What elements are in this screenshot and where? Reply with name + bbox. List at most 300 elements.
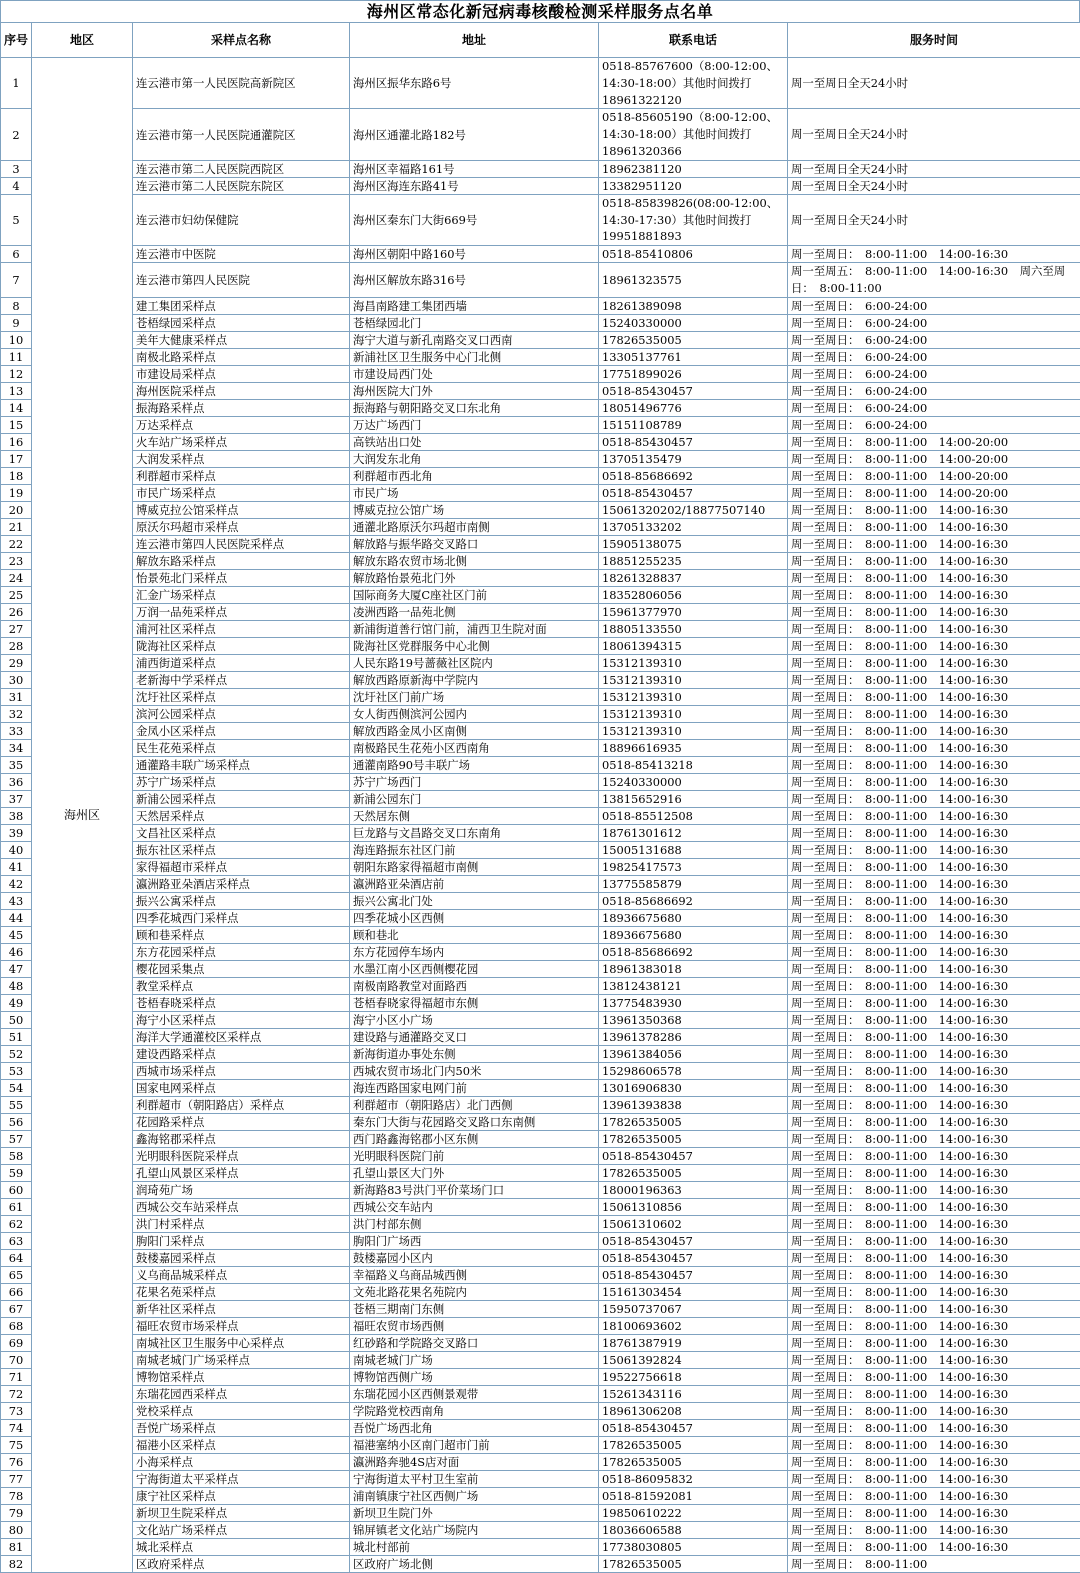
site-phone: 15161303454 (599, 1283, 788, 1300)
row-seq: 49 (1, 994, 32, 1011)
header-phone: 联系电话 (599, 23, 788, 58)
table-row (1, 1215, 1080, 1232)
service-hours: 周一至周日： 8:00-11:00 14:00-16:30 (788, 790, 1080, 807)
site-phone: 13705133202 (599, 518, 788, 535)
table-row (1, 518, 1080, 535)
table-row (1, 1300, 1080, 1317)
row-seq: 37 (1, 790, 32, 807)
service-hours: 周一至周日： 8:00-11:00 14:00-16:30 (788, 1249, 1080, 1266)
service-hours: 周一至周日： 8:00-11:00 14:00-16:30 (788, 1368, 1080, 1385)
site-name: 国家电网采样点 (133, 1079, 350, 1096)
site-address: 巨龙路与文昌路交叉口东南角 (350, 824, 599, 841)
row-seq: 76 (1, 1453, 32, 1470)
site-name: 万达采样点 (133, 416, 350, 433)
row-seq: 44 (1, 909, 32, 926)
service-hours: 周一至周日： 8:00-11:00 14:00-20:00 (788, 484, 1080, 501)
site-address: 光明眼科医院门前 (350, 1147, 599, 1164)
site-name: 滨河公园采样点 (133, 705, 350, 722)
service-hours: 周一至周日： 8:00-11:00 14:00-16:30 (788, 1317, 1080, 1334)
site-phone: 0518-85430457 (599, 1266, 788, 1283)
site-address: 海州区朝阳中路160号 (350, 246, 599, 263)
site-address: 苍梧绿园北门 (350, 314, 599, 331)
row-seq: 35 (1, 756, 32, 773)
table-row (1, 909, 1080, 926)
service-hours: 周一至周日： 8:00-11:00 14:00-16:30 (788, 552, 1080, 569)
site-phone: 18352806056 (599, 586, 788, 603)
table-row (1, 569, 1080, 586)
site-phone: 15061392824 (599, 1351, 788, 1368)
table-row (1, 58, 1080, 109)
row-seq: 5 (1, 194, 32, 245)
site-name: 苏宁广场采样点 (133, 773, 350, 790)
site-phone: 19850610222 (599, 1504, 788, 1521)
site-name: 福旺农贸市场采样点 (133, 1317, 350, 1334)
header-hours: 服务时间 (788, 23, 1080, 58)
row-seq: 9 (1, 314, 32, 331)
site-phone: 0518-85686692 (599, 892, 788, 909)
row-seq: 69 (1, 1334, 32, 1351)
site-name: 连云港市第二人民医院西院区 (133, 160, 350, 177)
table-row (1, 1164, 1080, 1181)
service-hours: 周一至周日： 8:00-11:00 14:00-16:30 (788, 858, 1080, 875)
site-name: 康宁社区采样点 (133, 1487, 350, 1504)
site-name: 连云港市中医院 (133, 246, 350, 263)
row-seq: 77 (1, 1470, 32, 1487)
table-row (1, 773, 1080, 790)
header-region: 地区 (32, 23, 133, 58)
table-row (1, 1113, 1080, 1130)
table-row (1, 858, 1080, 875)
table-row (1, 671, 1080, 688)
site-phone: 0518-81592081 (599, 1487, 788, 1504)
site-name: 连云港市第一人民医院通灌院区 (133, 109, 350, 160)
site-phone: 18896616935 (599, 739, 788, 756)
site-address: 南极路民生花苑小区西南角 (350, 739, 599, 756)
row-seq: 60 (1, 1181, 32, 1198)
service-hours: 周一至周五： 8:00-11:00 14:00-16:30 周六至周日： 8:00-11:00 (788, 263, 1080, 298)
table-row (1, 1062, 1080, 1079)
sampling-sites-table (0, 22, 1080, 1573)
site-phone: 13961384056 (599, 1045, 788, 1062)
service-hours: 周一至周日： 8:00-11:00 14:00-16:30 (788, 1538, 1080, 1555)
service-hours: 周一至周日： 6:00-24:00 (788, 297, 1080, 314)
row-seq: 48 (1, 977, 32, 994)
site-address: 西门路鑫海铭郡小区东侧 (350, 1130, 599, 1147)
site-phone: 13305137761 (599, 348, 788, 365)
header-name: 采样点名称 (133, 23, 350, 58)
service-hours: 周一至周日： 8:00-11:00 14:00-16:30 (788, 705, 1080, 722)
row-seq: 67 (1, 1300, 32, 1317)
site-address: 解放西路原新海中学院内 (350, 671, 599, 688)
table-row (1, 1504, 1080, 1521)
site-name: 利群超市（朝阳路店）采样点 (133, 1096, 350, 1113)
site-phone: 18261328837 (599, 569, 788, 586)
site-address: 凌洲西路一品苑北侧 (350, 603, 599, 620)
site-name: 苍梧绿园采样点 (133, 314, 350, 331)
site-address: 海州区通灌北路182号 (350, 109, 599, 160)
table-row (1, 1453, 1080, 1470)
service-hours: 周一至周日： 8:00-11:00 14:00-16:30 (788, 1028, 1080, 1045)
table-row (1, 943, 1080, 960)
row-seq: 33 (1, 722, 32, 739)
row-seq: 10 (1, 331, 32, 348)
site-address: 朐阳门广场西 (350, 1232, 599, 1249)
site-phone: 18805133550 (599, 620, 788, 637)
site-phone: 13382951120 (599, 177, 788, 194)
row-seq: 25 (1, 586, 32, 603)
site-address: 南极南路教堂对面路西 (350, 977, 599, 994)
table-row (1, 637, 1080, 654)
service-hours: 周一至周日： 8:00-11:00 14:00-16:30 (788, 739, 1080, 756)
site-name: 沈圩社区采样点 (133, 688, 350, 705)
site-name: 市建设局采样点 (133, 365, 350, 382)
site-name: 鑫海铭郡采样点 (133, 1130, 350, 1147)
site-phone: 17738030805 (599, 1538, 788, 1555)
site-name: 西城公交车站采样点 (133, 1198, 350, 1215)
row-seq: 24 (1, 569, 32, 586)
site-address: 四季花城小区西侧 (350, 909, 599, 926)
site-address: 西城农贸市场北门内50米 (350, 1062, 599, 1079)
service-hours: 周一至周日： 8:00-11:00 14:00-16:30 (788, 1079, 1080, 1096)
site-address: 海州区海连东路41号 (350, 177, 599, 194)
row-seq: 28 (1, 637, 32, 654)
service-hours: 周一至周日全天24小时 (788, 194, 1080, 245)
service-hours: 周一至周日： 8:00-11:00 14:00-16:30 (788, 1385, 1080, 1402)
site-phone: 0518-85767600（8:00-12:00、14:30-18:00）其他时间拨打18961322120 (599, 58, 788, 109)
service-hours: 周一至周日： 8:00-11:00 14:00-16:30 (788, 892, 1080, 909)
site-name: 城北采样点 (133, 1538, 350, 1555)
table-row (1, 926, 1080, 943)
row-seq: 53 (1, 1062, 32, 1079)
table-row (1, 194, 1080, 245)
table-row (1, 1317, 1080, 1334)
site-address: 新海街道办事处东侧 (350, 1045, 599, 1062)
table-row (1, 756, 1080, 773)
site-phone: 18761301612 (599, 824, 788, 841)
service-hours: 周一至周日： 8:00-11:00 14:00-16:30 (788, 1045, 1080, 1062)
site-phone: 13815652916 (599, 790, 788, 807)
row-seq: 32 (1, 705, 32, 722)
site-name: 美年大健康采样点 (133, 331, 350, 348)
site-phone: 15061310602 (599, 1215, 788, 1232)
table-row (1, 1266, 1080, 1283)
site-address: 海宁大道与新孔南路交叉口西南 (350, 331, 599, 348)
service-hours: 周一至周日： 8:00-11:00 14:00-16:30 (788, 518, 1080, 535)
table-row (1, 1368, 1080, 1385)
service-hours: 周一至周日： 6:00-24:00 (788, 348, 1080, 365)
site-address: 西城公交车站内 (350, 1198, 599, 1215)
site-address: 万达广场西门 (350, 416, 599, 433)
site-phone: 18000196363 (599, 1181, 788, 1198)
site-name: 博物馆采样点 (133, 1368, 350, 1385)
table-row (1, 348, 1080, 365)
row-seq: 20 (1, 501, 32, 518)
site-name: 东瑞花园西采样点 (133, 1385, 350, 1402)
table-row (1, 246, 1080, 263)
site-name: 民生花苑采样点 (133, 739, 350, 756)
service-hours: 周一至周日： 8:00-11:00 14:00-16:30 (788, 671, 1080, 688)
service-hours: 周一至周日： 8:00-11:00 14:00-16:30 (788, 977, 1080, 994)
row-seq: 16 (1, 433, 32, 450)
site-address: 文苑北路花果名苑院内 (350, 1283, 599, 1300)
row-seq: 1 (1, 58, 32, 109)
service-hours: 周一至周日： 8:00-11:00 14:00-16:30 (788, 1011, 1080, 1028)
service-hours: 周一至周日： 8:00-11:00 14:00-16:30 (788, 620, 1080, 637)
site-address: 解放东路农贸市场北侧 (350, 552, 599, 569)
table-row (1, 433, 1080, 450)
site-phone: 19522756618 (599, 1368, 788, 1385)
row-seq: 42 (1, 875, 32, 892)
site-address: 利群超市（朝阳路店）北门西侧 (350, 1096, 599, 1113)
service-hours: 周一至周日： 8:00-11:00 14:00-16:30 (788, 1215, 1080, 1232)
table-row (1, 977, 1080, 994)
service-hours: 周一至周日： 8:00-11:00 14:00-16:30 (788, 1096, 1080, 1113)
site-name: 海宁小区采样点 (133, 1011, 350, 1028)
service-hours: 周一至周日： 6:00-24:00 (788, 365, 1080, 382)
row-seq: 45 (1, 926, 32, 943)
site-address: 秦东门大街与花园路交叉路口东南侧 (350, 1113, 599, 1130)
site-address: 新浦公园东门 (350, 790, 599, 807)
site-name: 振海路采样点 (133, 399, 350, 416)
site-address: 海州区秦东门大街669号 (350, 194, 599, 245)
site-phone: 13016906830 (599, 1079, 788, 1096)
site-name: 新华社区采样点 (133, 1300, 350, 1317)
site-phone: 18051496776 (599, 399, 788, 416)
row-seq: 73 (1, 1402, 32, 1419)
table-row (1, 467, 1080, 484)
site-phone: 0518-85413218 (599, 756, 788, 773)
site-name: 博威克拉公馆采样点 (133, 501, 350, 518)
site-phone: 18961323575 (599, 263, 788, 298)
site-phone: 13775483930 (599, 994, 788, 1011)
row-seq: 78 (1, 1487, 32, 1504)
site-address: 锦屏镇老文化站广场院内 (350, 1521, 599, 1538)
site-address: 海连西路国家电网门前 (350, 1079, 599, 1096)
site-name: 东方花园采样点 (133, 943, 350, 960)
site-phone: 15061320202/18877507140 (599, 501, 788, 518)
row-seq: 80 (1, 1521, 32, 1538)
site-name: 瀛洲路亚朵酒店采样点 (133, 875, 350, 892)
row-seq: 70 (1, 1351, 32, 1368)
row-seq: 75 (1, 1436, 32, 1453)
site-name: 新浦公园采样点 (133, 790, 350, 807)
site-phone: 18100693602 (599, 1317, 788, 1334)
site-address: 通灌南路90号丰联广场 (350, 756, 599, 773)
site-address: 南城老城门广场 (350, 1351, 599, 1368)
site-name: 文昌社区采样点 (133, 824, 350, 841)
service-hours: 周一至周日： 8:00-11:00 14:00-16:30 (788, 1300, 1080, 1317)
site-name: 浦西街道采样点 (133, 654, 350, 671)
table-row (1, 1470, 1080, 1487)
service-hours: 周一至周日： 8:00-11:00 14:00-20:00 (788, 433, 1080, 450)
table-row (1, 1538, 1080, 1555)
row-seq: 27 (1, 620, 32, 637)
service-hours: 周一至周日： 8:00-11:00 14:00-16:30 (788, 756, 1080, 773)
table-row (1, 603, 1080, 620)
table-row (1, 1232, 1080, 1249)
service-hours: 周一至周日全天24小时 (788, 160, 1080, 177)
service-hours: 周一至周日全天24小时 (788, 58, 1080, 109)
table-row (1, 807, 1080, 824)
site-address: 福旺农贸市场西侧 (350, 1317, 599, 1334)
row-seq: 66 (1, 1283, 32, 1300)
site-name: 天然居采样点 (133, 807, 350, 824)
table-row (1, 1147, 1080, 1164)
site-phone: 15312139310 (599, 654, 788, 671)
site-name: 文化站广场采样点 (133, 1521, 350, 1538)
service-hours: 周一至周日： 8:00-11:00 14:00-16:30 (788, 1198, 1080, 1215)
row-seq: 43 (1, 892, 32, 909)
site-address: 学院路党校西南角 (350, 1402, 599, 1419)
service-hours: 周一至周日： 8:00-11:00 14:00-16:30 (788, 603, 1080, 620)
site-name: 陇海社区采样点 (133, 637, 350, 654)
site-phone: 15151108789 (599, 416, 788, 433)
site-address: 城北村部前 (350, 1538, 599, 1555)
service-hours: 周一至周日： 8:00-11:00 14:00-16:30 (788, 1402, 1080, 1419)
site-address: 沈圩社区门前广场 (350, 688, 599, 705)
row-seq: 26 (1, 603, 32, 620)
service-hours: 周一至周日： 8:00-11:00 14:00-16:30 (788, 654, 1080, 671)
service-hours: 周一至周日： 8:00-11:00 14:00-16:30 (788, 1147, 1080, 1164)
row-seq: 8 (1, 297, 32, 314)
region-cell: 海州区 (32, 58, 133, 1573)
row-seq: 17 (1, 450, 32, 467)
site-address: 洪门村部东侧 (350, 1215, 599, 1232)
table-row (1, 705, 1080, 722)
table-row (1, 177, 1080, 194)
site-name: 利群超市采样点 (133, 467, 350, 484)
service-hours: 周一至周日： 8:00-11:00 14:00-16:30 (788, 1521, 1080, 1538)
site-phone: 17751899026 (599, 365, 788, 382)
site-name: 连云港市第一人民医院高新院区 (133, 58, 350, 109)
site-phone: 0518-85430457 (599, 382, 788, 399)
site-address: 瀛洲路奔驰4S店对面 (350, 1453, 599, 1470)
site-address: 苏宁广场西门 (350, 773, 599, 790)
site-address: 市民广场 (350, 484, 599, 501)
table-row (1, 875, 1080, 892)
service-hours: 周一至周日： 8:00-11:00 14:00-16:30 (788, 535, 1080, 552)
site-phone: 15961377970 (599, 603, 788, 620)
site-phone: 17826535005 (599, 1164, 788, 1181)
row-seq: 36 (1, 773, 32, 790)
row-seq: 71 (1, 1368, 32, 1385)
site-phone: 0518-85410806 (599, 246, 788, 263)
site-address: 东方花园停车场内 (350, 943, 599, 960)
site-phone: 17826535005 (599, 1555, 788, 1572)
row-seq: 15 (1, 416, 32, 433)
site-phone: 18261389098 (599, 297, 788, 314)
site-phone: 0518-85430457 (599, 1249, 788, 1266)
site-phone: 17826535005 (599, 1130, 788, 1147)
row-seq: 30 (1, 671, 32, 688)
row-seq: 54 (1, 1079, 32, 1096)
service-hours: 周一至周日： 8:00-11:00 (788, 1555, 1080, 1572)
row-seq: 21 (1, 518, 32, 535)
site-phone: 15240330000 (599, 773, 788, 790)
site-address: 市建设局西门处 (350, 365, 599, 382)
site-name: 海洋大学通灌校区采样点 (133, 1028, 350, 1045)
site-name: 苍梧春晓采样点 (133, 994, 350, 1011)
site-address: 海州医院大门外 (350, 382, 599, 399)
table-row (1, 1011, 1080, 1028)
service-hours: 周一至周日： 8:00-11:00 14:00-16:30 (788, 1453, 1080, 1470)
site-name: 西城市场采样点 (133, 1062, 350, 1079)
row-seq: 72 (1, 1385, 32, 1402)
table-row (1, 1487, 1080, 1504)
site-name: 新坝卫生院采样点 (133, 1504, 350, 1521)
service-hours: 周一至周日： 6:00-24:00 (788, 314, 1080, 331)
site-phone: 15905138075 (599, 535, 788, 552)
site-name: 连云港市妇幼保健院 (133, 194, 350, 245)
service-hours: 周一至周日： 8:00-11:00 14:00-16:30 (788, 960, 1080, 977)
row-seq: 11 (1, 348, 32, 365)
table-row (1, 1334, 1080, 1351)
service-hours: 周一至周日： 8:00-11:00 14:00-16:30 (788, 1470, 1080, 1487)
service-hours: 周一至周日： 6:00-24:00 (788, 399, 1080, 416)
table-row (1, 484, 1080, 501)
site-address: 红砂路和学院路交叉路口 (350, 1334, 599, 1351)
site-name: 樱花园采集点 (133, 960, 350, 977)
site-address: 博物馆西侧广场 (350, 1368, 599, 1385)
table-row (1, 688, 1080, 705)
site-address: 区政府广场北侧 (350, 1555, 599, 1572)
row-seq: 56 (1, 1113, 32, 1130)
table-row (1, 1198, 1080, 1215)
site-phone: 15240330000 (599, 314, 788, 331)
site-address: 海州区幸福路161号 (350, 160, 599, 177)
site-address: 国际商务大厦C座社区门前 (350, 586, 599, 603)
site-name: 浦河社区采样点 (133, 620, 350, 637)
site-phone: 0518-85430457 (599, 433, 788, 450)
site-phone: 17826535005 (599, 1436, 788, 1453)
table-row (1, 1028, 1080, 1045)
service-hours: 周一至周日： 8:00-11:00 14:00-16:30 (788, 875, 1080, 892)
site-phone: 17826535005 (599, 1113, 788, 1130)
site-phone: 18851255235 (599, 552, 788, 569)
site-name: 市民广场采样点 (133, 484, 350, 501)
table-row (1, 552, 1080, 569)
site-address: 浦南镇康宁社区西侧广场 (350, 1487, 599, 1504)
site-name: 通灌路丰联广场采样点 (133, 756, 350, 773)
site-address: 水墨江南小区西侧樱花园 (350, 960, 599, 977)
site-name: 连云港市第四人民医院 (133, 263, 350, 298)
table-row (1, 739, 1080, 756)
service-hours: 周一至周日： 8:00-11:00 14:00-16:30 (788, 246, 1080, 263)
table-row (1, 535, 1080, 552)
site-phone: 18761387919 (599, 1334, 788, 1351)
table-row (1, 824, 1080, 841)
site-phone: 18061394315 (599, 637, 788, 654)
row-seq: 57 (1, 1130, 32, 1147)
site-name: 南城社区卫生服务中心采样点 (133, 1334, 350, 1351)
table-row (1, 1555, 1080, 1572)
site-name: 怡景苑北门采样点 (133, 569, 350, 586)
site-address: 新坝卫生院门外 (350, 1504, 599, 1521)
row-seq: 14 (1, 399, 32, 416)
site-name: 万润一品苑采样点 (133, 603, 350, 620)
table-row (1, 1419, 1080, 1436)
row-seq: 65 (1, 1266, 32, 1283)
site-name: 海州医院采样点 (133, 382, 350, 399)
service-hours: 周一至周日： 8:00-11:00 14:00-16:30 (788, 1164, 1080, 1181)
table-row (1, 586, 1080, 603)
site-phone: 0518-85430457 (599, 1232, 788, 1249)
site-name: 朐阳门采样点 (133, 1232, 350, 1249)
table-row (1, 399, 1080, 416)
site-address: 海宁小区小广场 (350, 1011, 599, 1028)
site-address: 天然居东侧 (350, 807, 599, 824)
row-seq: 19 (1, 484, 32, 501)
